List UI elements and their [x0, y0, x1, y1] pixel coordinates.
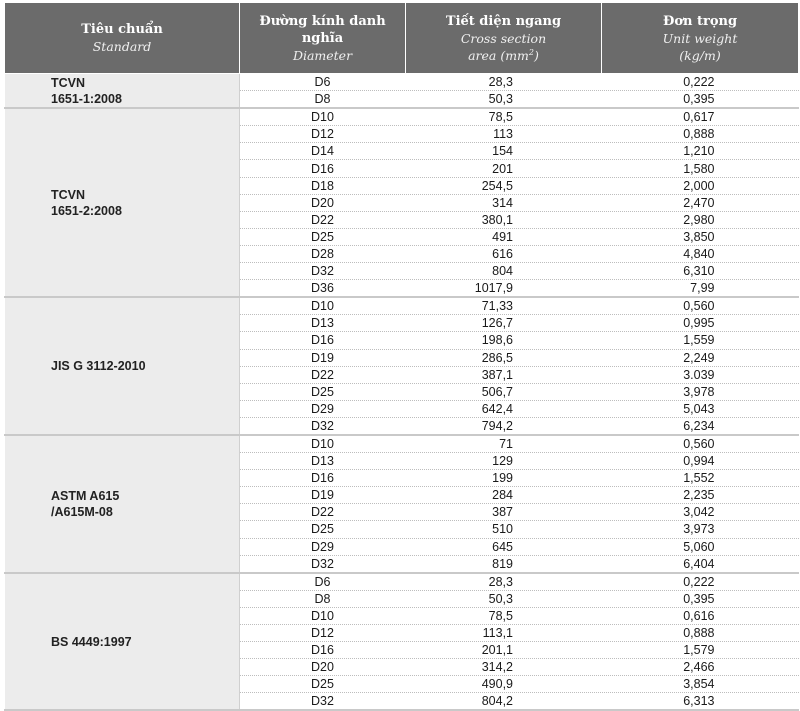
standard-label-line: ASTM A615 — [51, 488, 120, 503]
cross-section-cell: 794,2 — [406, 417, 602, 435]
diameter-cell: D16 — [240, 160, 406, 177]
diameter-cell: D25 — [240, 383, 406, 400]
unit-weight-cell: 6,313 — [602, 693, 799, 711]
header-unit-weight — [602, 3, 799, 74]
unit-weight-cell: 0,995 — [602, 315, 799, 332]
diameter-cell: D20 — [240, 194, 406, 211]
cross-section-cell: 154 — [406, 143, 602, 160]
cross-section-cell: 642,4 — [406, 400, 602, 417]
unit-weight-cell: 2,466 — [602, 659, 799, 676]
unit-weight-cell: 0,560 — [602, 435, 799, 453]
unit-weight-cell: 0,617 — [602, 108, 799, 126]
table-body — [5, 74, 799, 711]
unit-weight-cell: 0,395 — [602, 91, 799, 109]
cross-section-cell: 819 — [406, 555, 602, 573]
header-unit-weight-en2: (kg/m) — [679, 47, 721, 63]
diameter-cell: D25 — [240, 676, 406, 693]
header-diameter-en: Diameter — [292, 47, 353, 63]
diameter-cell: D36 — [240, 280, 406, 298]
diameter-cell: D32 — [240, 693, 406, 711]
diameter-cell: D22 — [240, 504, 406, 521]
cross-section-cell: 78,5 — [406, 108, 602, 126]
diameter-cell: D22 — [240, 211, 406, 228]
header-cross-section-vi: Tiết diện ngang — [445, 13, 562, 29]
table-row — [5, 573, 799, 591]
cross-section-cell: 804,2 — [406, 693, 602, 711]
cross-section-cell: 71 — [406, 435, 602, 453]
unit-weight-cell: 3,042 — [602, 504, 799, 521]
diameter-cell: D16 — [240, 470, 406, 487]
header-cross-section-en1: Cross section — [460, 30, 547, 46]
table-header — [5, 3, 799, 74]
unit-weight-cell: 2,470 — [602, 194, 799, 211]
header-diameter-vi: Đường kính danh nghĩa — [259, 13, 386, 46]
cross-section-cell: 616 — [406, 245, 602, 262]
unit-weight-cell: 3,850 — [602, 228, 799, 245]
cross-section-cell: 113,1 — [406, 625, 602, 642]
standard-label-line: JIS G 3112-2010 — [51, 359, 146, 374]
unit-weight-cell: 2,980 — [602, 211, 799, 228]
standard-cell — [5, 297, 240, 435]
cross-section-cell: 314 — [406, 194, 602, 211]
header-cross-section-close: ) — [534, 47, 539, 63]
cross-section-cell: 78,5 — [406, 607, 602, 624]
header-cross-section-unit: area (mm — [468, 47, 529, 63]
diameter-cell: D12 — [240, 126, 406, 143]
steel-spec-table-wrapper — [4, 2, 798, 711]
standard-cell — [5, 108, 240, 297]
header-cross-section — [406, 3, 602, 74]
header-unit-weight-en1: Unit weight — [662, 30, 738, 46]
cross-section-cell: 387 — [406, 504, 602, 521]
cross-section-cell: 28,3 — [406, 74, 602, 91]
unit-weight-cell: 5,060 — [602, 538, 799, 555]
header-standard — [5, 3, 240, 74]
header-standard-en: Standard — [92, 39, 152, 54]
diameter-cell: D6 — [240, 74, 406, 91]
unit-weight-cell: 0,560 — [602, 297, 799, 315]
header-diameter — [240, 3, 406, 74]
diameter-cell: D19 — [240, 349, 406, 366]
unit-weight-cell: 6,234 — [602, 417, 799, 435]
table-row — [5, 297, 799, 315]
diameter-cell: D25 — [240, 521, 406, 538]
cross-section-cell: 50,3 — [406, 590, 602, 607]
unit-weight-cell: 3,973 — [602, 521, 799, 538]
cross-section-cell: 201 — [406, 160, 602, 177]
diameter-cell: D28 — [240, 245, 406, 262]
cross-section-cell: 645 — [406, 538, 602, 555]
unit-weight-cell: 4,840 — [602, 245, 799, 262]
diameter-cell: D29 — [240, 400, 406, 417]
table-row — [5, 74, 799, 91]
cross-section-cell: 380,1 — [406, 211, 602, 228]
header-standard-vi: Tiêu chuẩn — [81, 22, 163, 37]
unit-weight-cell: 1,210 — [602, 143, 799, 160]
cross-section-cell: 129 — [406, 453, 602, 470]
diameter-cell: D8 — [240, 590, 406, 607]
unit-weight-cell: 3,978 — [602, 383, 799, 400]
cross-section-cell: 198,6 — [406, 332, 602, 349]
unit-weight-cell: 3,854 — [602, 676, 799, 693]
unit-weight-cell: 5,043 — [602, 400, 799, 417]
cross-section-cell: 804 — [406, 263, 602, 280]
diameter-cell: D6 — [240, 573, 406, 591]
cross-section-cell: 510 — [406, 521, 602, 538]
unit-weight-cell: 2,235 — [602, 487, 799, 504]
unit-weight-cell: 1,580 — [602, 160, 799, 177]
cross-section-cell: 1017,9 — [406, 280, 602, 298]
header-cross-section-en2 — [406, 47, 601, 64]
unit-weight-cell: 1,579 — [602, 642, 799, 659]
unit-weight-cell: 0,994 — [602, 453, 799, 470]
standard-label-line: 1651-1:2008 — [51, 91, 122, 106]
unit-weight-cell: 0,616 — [602, 607, 799, 624]
unit-weight-cell: 3.039 — [602, 366, 799, 383]
diameter-cell: D32 — [240, 417, 406, 435]
diameter-cell: D32 — [240, 263, 406, 280]
table-row — [5, 435, 799, 453]
diameter-cell: D13 — [240, 453, 406, 470]
header-unit-weight-vi: Đơn trọng — [662, 13, 738, 29]
diameter-cell: D12 — [240, 625, 406, 642]
diameter-cell: D14 — [240, 143, 406, 160]
unit-weight-cell: 6,310 — [602, 263, 799, 280]
cross-section-cell: 491 — [406, 228, 602, 245]
diameter-cell: D20 — [240, 659, 406, 676]
standard-cell — [5, 573, 240, 711]
cross-section-cell: 71,33 — [406, 297, 602, 315]
header-cross-section-sup: 2 — [528, 47, 535, 57]
unit-weight-cell: 1,559 — [602, 332, 799, 349]
unit-weight-cell: 2,249 — [602, 349, 799, 366]
diameter-cell: D16 — [240, 642, 406, 659]
cross-section-cell: 50,3 — [406, 91, 602, 109]
cross-section-cell: 286,5 — [406, 349, 602, 366]
diameter-cell: D8 — [240, 91, 406, 109]
standard-label-line: TCVN — [51, 187, 86, 202]
diameter-cell: D32 — [240, 555, 406, 573]
unit-weight-cell: 2,000 — [602, 177, 799, 194]
diameter-cell: D10 — [240, 435, 406, 453]
cross-section-cell: 490,9 — [406, 676, 602, 693]
cross-section-cell: 506,7 — [406, 383, 602, 400]
cross-section-cell: 126,7 — [406, 315, 602, 332]
cross-section-cell: 113 — [406, 126, 602, 143]
diameter-cell: D18 — [240, 177, 406, 194]
header-row — [5, 3, 799, 74]
standard-cell — [5, 74, 240, 109]
diameter-cell: D10 — [240, 297, 406, 315]
cross-section-cell: 254,5 — [406, 177, 602, 194]
unit-weight-cell: 0,888 — [602, 126, 799, 143]
diameter-cell: D25 — [240, 228, 406, 245]
diameter-cell: D22 — [240, 366, 406, 383]
cross-section-cell: 199 — [406, 470, 602, 487]
unit-weight-cell: 7,99 — [602, 280, 799, 298]
diameter-cell: D19 — [240, 487, 406, 504]
diameter-cell: D13 — [240, 315, 406, 332]
unit-weight-cell: 0,222 — [602, 573, 799, 591]
standard-label-line: BS 4449:1997 — [51, 634, 132, 649]
unit-weight-cell: 0,395 — [602, 590, 799, 607]
standard-cell — [5, 435, 240, 573]
standard-label-line: TCVN — [51, 75, 86, 90]
diameter-cell: D16 — [240, 332, 406, 349]
diameter-cell: D10 — [240, 108, 406, 126]
standard-label-line: /A615M-08 — [51, 504, 113, 519]
diameter-cell: D29 — [240, 538, 406, 555]
unit-weight-cell: 0,222 — [602, 74, 799, 91]
cross-section-cell: 284 — [406, 487, 602, 504]
cross-section-cell: 387,1 — [406, 366, 602, 383]
unit-weight-cell: 0,888 — [602, 625, 799, 642]
cross-section-cell: 201,1 — [406, 642, 602, 659]
steel-spec-table — [4, 2, 799, 711]
unit-weight-cell: 1,552 — [602, 470, 799, 487]
table-row — [5, 108, 799, 126]
diameter-cell: D10 — [240, 607, 406, 624]
cross-section-cell: 28,3 — [406, 573, 602, 591]
standard-label-line: 1651-2:2008 — [51, 203, 122, 218]
cross-section-cell: 314,2 — [406, 659, 602, 676]
unit-weight-cell: 6,404 — [602, 555, 799, 573]
